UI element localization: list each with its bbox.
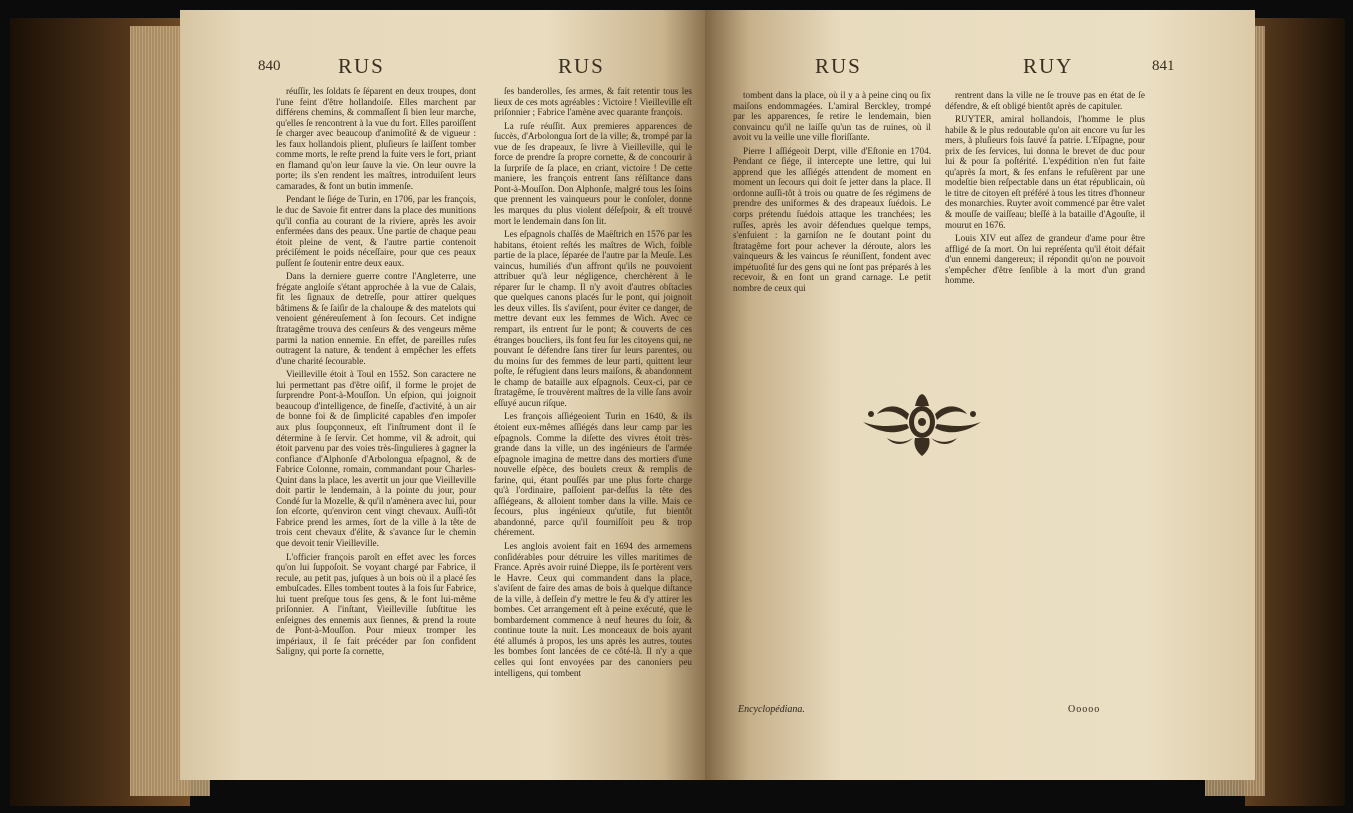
paragraph: Les eſpagnols chaſſés de Maëſtrich en 1576 par les habitans, étoient reſtés les maîtres de Wich, foible partie de la place, ſéparée de l'autre par la Meuſe. Les vaincus, humiliés d'un affront qu'ils ne pouvoient attribuer qu'à leur négligence, cherchèrent à le réparer ſur le champ. Il n'y avoit d'autres obſtacles que quelques canons placés ſur le pont, qui joignoit les deux villes. Ils s'aviſent, pour éviter ce danger, de mettre devant eux les femmes de Wich. Avec ce rempart, ils entrent ſur le pont; & couverts de ces étranges boucliers, ils font feu ſur les citoyens qui, ne pouvant ſe défendre ſans tirer ſur leurs parentes, ou du moins ſur des femmes de leur parti, quittent leur poſte, ſe réfugient dans leurs maiſons, & abandonnent le champ de bataille aux eſpagnols. Ceux-ci, par ce ſtratagême, ſe trouvèrent maîtres de la ville ſans avoir eſſuyé aucun riſque. <box>494 229 692 408</box>
paragraph: Pierre I aſſiégeoit Derpt, ville d'Eſtonie en 1704. Pendant ce ſiége, il intercepte une lettre, qui lui apprend que les aſſiégés attendent de moment en moment un ſecours qui doit ſe jetter dans la place. Il ordonne auſſi-tôt à trois ou quatre de ſes régimens de prendre des uniformes & des drapeaux ſuédois. Le corps prétendu ſuédois attaque les tranchées; les ruſſes, après les avoir défendues quelque temps, s'enfuient : la garniſon ne ſe doutant point du ſtratagême fort pour achever la déroute, alors les vainqueurs & les vaincus ſe réuniſſent, fondent avec impétuoſité ſur des gens qui ne ſont pas préparés à les recevoir, & en font un grand carnage. Le petit nombre de ceux qui <box>733 145 931 293</box>
paragraph: ſes banderolles, ſes armes, & fait retentir tous les lieux de ces mots agréables : Victoire ! Vieilleville eſt priſonnier ; Fabrice l'amène avec quarante françois. <box>494 86 692 118</box>
right-page-column-2 <box>945 90 1145 289</box>
paragraph: Louis XIV eut aſſez de grandeur d'ame pour être affligé de ſa mort. On lui repréſenta qu'il étoit défait d'un ennemi dangereux; il répondit qu'on ne pouvoit s'empêcher d'être ſenſible à la mort d'un grand homme. <box>945 233 1145 286</box>
signature-mark-right: Ooooo <box>1068 704 1101 715</box>
left-page-column-2 <box>494 86 692 681</box>
right-page-head-right: RUY <box>1023 54 1074 78</box>
left-page-folio: 840 <box>258 58 281 74</box>
right-page-column-1 <box>733 90 931 296</box>
paragraph: tombent dans la place, où il y a à peine cinq ou ſix maiſons endommagées. L'amiral Berckley, trompé par les apparences, ſe retire le lendemain, bien convaincu qu'il ne laiſſe qu'un tas de ruines, où il avoit vu la veille une ville floriſſante. <box>733 90 931 143</box>
left-page-head-right: RUS <box>558 54 605 78</box>
paragraph: L'officier françois paroît en effet avec les forces qu'on lui ſuppoſoit. Se voyant chargé par Fabrice, il recule, au petit pas, juſques à un bois où il a placé ſes embuſcades. Elles tombent toutes à la fois ſur Fabrice, lui tuent preſque tous ſes gens, & le font lui-même priſonnier. A l'inſtant, Vieilleville ſubſtitue les enſeignes des ennemis aux ſiennes, & prend la route de Pont-à-Mouſſon. Pour mieux tromper les impériaux, il ſe fait précéder par ſon confident Saligny, qui porte ſa cornette, <box>276 551 476 657</box>
paragraph: RUYTER, amiral hollandois, l'homme le plus habile & le plus redoutable qu'on ait encore vu ſur les mers, à pluſieurs fois ſauvé ſa patrie. L'Eſpagne, pour prix de ſes ſervices, lui donna le brevet de duc pour lui & pour ſa poſtérité. L'expédition n'en fut faite qu'après ſa mort, & ſes enfans le refuſèrent par une modeſtie bien reſpectable dans un état républicain, où le titre de citoyen eſt préféré à tous les titres d'honneur des monarchies. Ruyter avoit commencé par être valet & mouſſe de vaiſſeau; bleſſé à la bataille d'Agouſte, il mourut en 1676. <box>945 114 1145 230</box>
paragraph: réuſſir, les ſoldats ſe ſéparent en deux troupes, dont l'une feint d'être hollandoiſe. Elles marchent par différens chemins, & commaſſent ſi bien leur marche, qu'elles ſe rencontrent à la vue du fort. Elles paroiſſent ſe charger avec beaucoup d'animoſité & de vigueur : les faux hollandois plient, pluſieurs ſe laiſſent tomber comme morts, le reſte prend la fuite vers le fort, priant en flamand qu'on leur ſauve la vie. On leur ouvre la porte; ils s'en rendent les maîtres, introduiſent leurs camarades, & font un butin immenſe. <box>276 86 476 191</box>
left-page-head-left: RUS <box>338 54 385 78</box>
signature-mark-left: Encyclopédiana. <box>738 704 805 715</box>
paragraph: Vieilleville étoit à Toul en 1552. Son caractere ne lui permettant pas d'être oiſif, il forme le projet de ſurprendre Pont-à-Mouſſon. Un eſpion, qui joignoit beaucoup d'intelligence, de fineſſe, d'activité, à un air de bonne foi & de ſimplicité capables d'en impoſer aux plus ſoupçonneux, eſt l'inſtrument dont il ſe détermine à ſe ſervir. Cet homme, vil & adroit, qui étoit parvenu par des voies très-ſingulieres à gagner la confiance d'Alphonſe d'Arbolongua eſpagnol, & de Fabrice Colonne, romain, commandant pour Charles-Quint dans la place, les avertit un jour que Vieilleville doit partir le lendemain, à la pointe du jour, pour Condé ſur la Mozelle, & qu'il n'amènera avec lui, pour ſon eſcorte, qu'environ cent vingt chevaux. Auſſi-tôt Fabrice prend les armes, ſort de la ville à la tête de trois cent chevaux d'élite, & s'avance ſur le chemin que devoit tenir Vieilleville. <box>276 369 477 548</box>
right-page-head-left: RUS <box>815 54 862 78</box>
paragraph: rentrent dans la ville ne ſe trouve pas en état de ſe défendre, & eſt obligé bientôt après de capituler. <box>945 90 1145 111</box>
paragraph: Les françois aſſiégeoient Turin en 1640, & ils étoient eux-mêmes aſſiégés dans leur camp par les eſpagnols. Comme la diſette des vivres étoit très-grande dans la ville, un des ingénieurs de l'armée eſpagnole imagina de mettre dans des mortiers d'une nouvelle eſpèce, des boulets creux & remplis de farine, qui, étant pouſſés par une plus forte charge qu'à l'ordinaire, paſſoient par-deſſus la tête des aſſiégeans, & alloient tomber dans la ville. Mais ce ſecours, plus ingénieux qu'utile, fut bientôt abandonné, parce qu'il fourniſſoit peu & trop chérement. <box>494 411 692 538</box>
left-page <box>180 10 705 780</box>
paragraph: Les anglois avoient fait en 1694 des armemens conſidérables pour détruire les villes maritimes de France. Après avoir ruiné Dieppe, ils ſe portèrent vers le Havre. Ceux qui commandent dans la place, s'aviſent de faire des amas de bois à quelque diſtance de la ville, à deſſein d'y mettre le feu & d'y attirer les bombes. Cet arrangement eſt à peine exécuté, que le bombardement commence à neuf heures du ſoir, & continue toute la nuit. Les monceaux de bois ayant été allumés à propos, les uns après les autres, toutes les bombes ſont lancées de ce côté-là. Il n'y a que celles qui ſont envoyées par des canoniers peu intelligens, qui tombent <box>494 540 692 678</box>
paragraph: Pendant le ſiége de Turin, en 1706, par les françois, le duc de Savoie fit entrer dans la place des munitions qu'il confia au courant de la riviere, après les avoir enfermées dans des peaux. Une partie de chaque peau étoit pleine de vent, & l'autre partie contenoit préciſément le poids néceſſaire, pour que ces peaux puſſent ſe ſoutenir entre deux eaux. <box>276 194 476 268</box>
right-page-folio: 841 <box>1152 58 1175 74</box>
left-page-column-1 <box>276 86 476 660</box>
ornament-icon <box>857 392 987 458</box>
paragraph: La ruſe réuſſit. Aux premieres apparences de ſuccès, d'Arbolongua ſort de la ville; &, trompé par la vue de ſes drapeaux, ſe livre à Vieilleville, qui le force de prendre ſa propre cornette, & de concourir à la ſurpriſe de ſa place, en criant, victoire ! De cette maniere, les françois entrent ſans réſiſtance dans Pont-à-Mouſſon. Don Alphonſe, malgré tous les ſoins que prennent les vainqueurs pour le conſoler, donne les marques du plus violent déſeſpoir, & eſt trouvé mort le lendemain dans ſon lit. <box>494 120 692 226</box>
paragraph: Dans la derniere guerre contre l'Angleterre, une frégate angloiſe s'étant approchée à la vue de Calais, fit les ſignaux de detreſſe, pour attirer quelques bâtimens & ſe ſaiſir de la chaloupe & des matelots qui venoient généreuſement à ſon ſecours. Cet indigne ſtratagême trouva des cenſeurs & des vengeurs même parmi la nation ennemie. En effet, de pareilles ruſes outragent la nature, & tendent à empêcher les effets d'une charité ſecourable. <box>276 271 476 366</box>
